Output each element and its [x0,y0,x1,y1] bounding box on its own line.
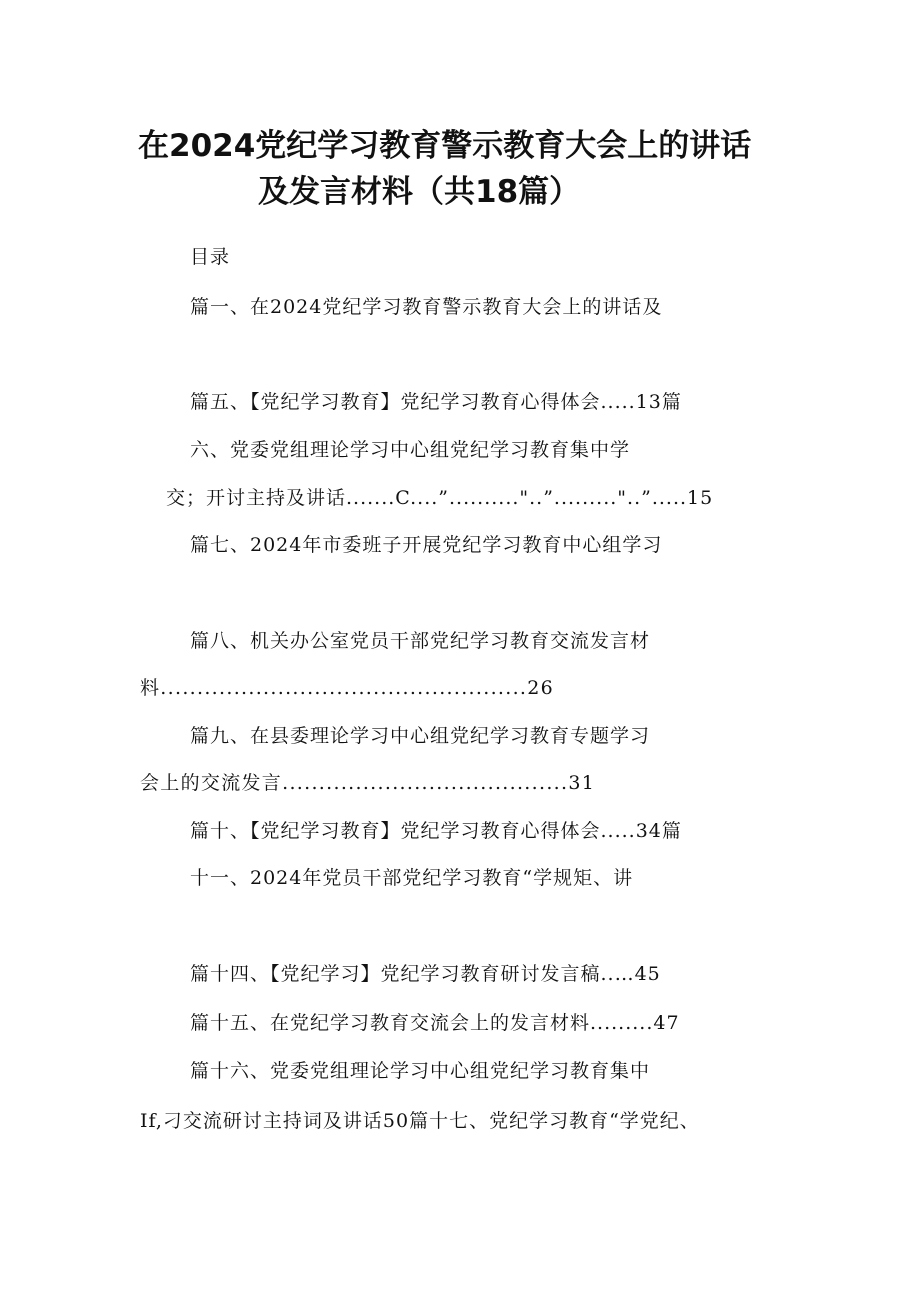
toc-line: 篇一、在2024党纪学习教育警示教育大会上的讲话及 [190,296,663,318]
document-title-line-2: 及发言材料（共18篇） [258,174,581,210]
toc-line: 篇十、【党纪学习教育】党纪学习教育心得体会.....34篇 [190,820,682,842]
toc-line: 六、党委党组理论学习中心组党纪学习教育集中学 [190,439,631,461]
document-title-line-1: 在2024党纪学习教育警示教育大会上的讲话 [138,128,752,164]
toc-line: 会上的交流发言.......................................31 [140,772,596,794]
toc-line: If,刁交流研讨主持词及讲话50篇十七、党纪学习教育“学党纪、 [140,1110,700,1132]
toc-heading: 目录 [190,246,231,268]
toc-line: 篇九、在县委理论学习中心组党纪学习教育专题学习 [190,725,651,747]
toc-line: 篇十六、党委党组理论学习中心组党纪学习教育集中 [190,1060,651,1082]
toc-line: 篇五、【党纪学习教育】党纪学习教育心得体会.....13篇 [190,391,682,413]
toc-line: 篇十四、【党纪学习】党纪学习教育研讨发言稿..…45 [190,963,661,985]
toc-line: 十一、2024年党员干部党纪学习教育“学规矩、讲 [190,867,634,889]
toc-line: 料..................................................26 [140,677,555,699]
toc-line: 篇八、机关办公室党员干部党纪学习教育交流发言材 [190,630,651,652]
toc-line: 篇七、2024年市委班子开展党纪学习教育中心组学习 [190,534,663,556]
toc-line: 篇十五、在党纪学习教育交流会上的发言材料.........47 [190,1012,680,1034]
toc-line: 交；开讨主持及讲话.......C....”.........."..”........."..”.....15 [166,487,714,509]
